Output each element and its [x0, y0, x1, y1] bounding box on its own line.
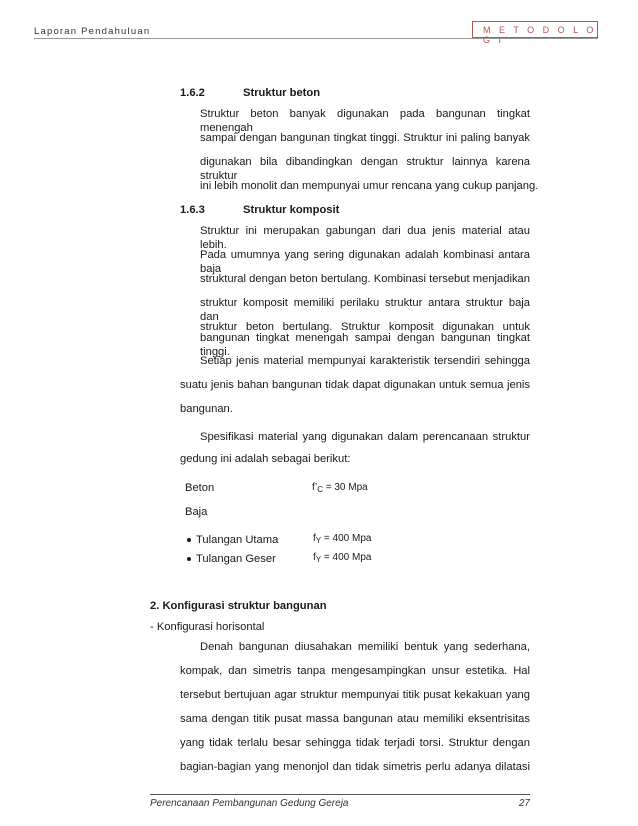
footer-rule: [150, 794, 530, 795]
paragraph-line: suatu jenis bahan bangunan tidak dapat digunakan untuk semua jenis: [180, 379, 530, 391]
paragraph-line: bangunan.: [180, 403, 233, 415]
paragraph-line: Struktur beton banyak digunakan pada bangunan tingkat menengah: [200, 108, 530, 134]
paragraph-line: struktur beton bertulang. Struktur komposit digunakan untuk: [200, 321, 530, 333]
page-number: 27: [518, 798, 530, 809]
paragraph-line: Denah bangunan diusahakan memiliki bentuk yang sederhana,: [200, 641, 530, 653]
paragraph-line: sampai dengan bangunan tingkat tinggi. Struktur ini paling banyak: [200, 132, 530, 144]
paragraph-line: gedung ini adalah sebagai berikut:: [180, 453, 351, 465]
footer-title: Perencanaan Pembangunan Gedung Gereja: [150, 798, 349, 809]
material-item-value: $f_Y = 400$ Mpa: [313, 552, 372, 564]
paragraph-line: digunakan bila dibandingkan dengan struktur lainnya karena struktur: [200, 156, 530, 182]
paragraph-line: Struktur ini merupakan gabungan dari dua jenis material atau lebih.: [200, 225, 530, 251]
section-title-163: Struktur komposit: [243, 204, 340, 216]
paragraph-line: kompak, dan simetris tanpa mengesampingkan unsur estetika. Hal: [180, 665, 530, 677]
paragraph-line: yang tidak terlalu besar sehingga tidak terjadi torsi. Struktur dengan: [180, 737, 530, 749]
material-item-label: Tulangan Geser: [196, 553, 276, 565]
section-title-162: Struktur beton: [243, 87, 321, 99]
material-item-value: $f_Y = 400$ Mpa: [313, 533, 372, 545]
paragraph-line: ini lebih monolit dan mempunyai umur rencana yang cukup panjang.: [200, 180, 539, 192]
paragraph-line: Pada umumnya yang sering digunakan adalah kombinasi antara baja: [200, 249, 530, 275]
paragraph-line: sama dengan titik pusat massa bangunan atau memiliki eksentrisitas: [180, 713, 530, 725]
paragraph-line: bangunan tingkat menengah sampai dengan bangunan tingkat tinggi.: [200, 332, 530, 358]
paragraph-line: Spesifikasi material yang digunakan dalam perencanaan struktur: [200, 431, 530, 443]
paragraph-line: struktur komposit memiliki perilaku struktur antara struktur baja dan: [200, 297, 530, 323]
material-item-label: Tulangan Utama: [196, 534, 279, 546]
section-number-163: 1.6.3: [180, 204, 205, 216]
paragraph-line: tersebut bertujuan agar struktur mempunyai titik pusat kekakuan yang: [180, 689, 530, 701]
material-label-beton: Beton: [185, 482, 215, 494]
material-label-baja: Baja: [185, 506, 208, 518]
header-rule: [34, 38, 598, 39]
bullet-icon: [187, 557, 191, 561]
page-header: [0, 0, 638, 45]
header-chapter-title: M E T O D O L O G I: [483, 25, 597, 45]
bullet-icon: [187, 538, 191, 542]
header-chapter-box: [472, 21, 598, 45]
paragraph-line: Setiap jenis material mempunyai karakteristik tersendiri sehingga: [200, 355, 530, 367]
paragraph-line: bagian-bagian yang menonjol dan tidak simetris perlu adanya dilatasi: [180, 761, 530, 773]
subsection-title: - Konfigurasi horisontal: [150, 621, 265, 633]
header-left-title: Laporan Pendahuluan: [34, 26, 151, 37]
section-number-162: 1.6.2: [180, 87, 205, 99]
material-value-beton: $f’_C = 30$ Mpa: [312, 482, 368, 494]
section-title-2: 2. Konfigurasi struktur bangunan: [150, 600, 327, 612]
paragraph-line: struktural dengan beton bertulang. Kombinasi tersebut menjadikan: [200, 273, 530, 285]
